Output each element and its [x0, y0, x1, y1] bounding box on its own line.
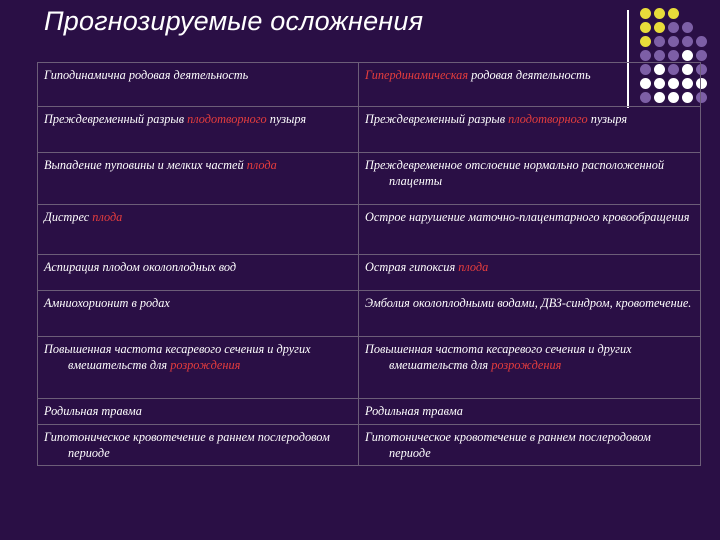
table-cell-left [38, 337, 359, 399]
cell-text-segment: Гипотоническое кровотечение в раннем послеродовом периоде [365, 430, 651, 460]
decorative-dot [654, 50, 665, 61]
table-cell-left [38, 63, 359, 107]
highlighted-term: Гипердинамическая [365, 68, 469, 82]
cell-text [365, 210, 694, 226]
cell-text [365, 68, 694, 84]
cell-text [365, 158, 694, 189]
decorative-dot [682, 50, 693, 61]
decorative-dot [696, 50, 707, 61]
decorative-dot [696, 36, 707, 47]
cell-text [44, 260, 352, 276]
decorative-dot [668, 36, 679, 47]
cell-text-segment: родовая деятельность [468, 68, 591, 82]
cell-text-segment: пузыря [587, 112, 628, 126]
table-cell-right [359, 63, 701, 107]
highlighted-term: розрождения [170, 357, 241, 372]
decorative-dot [668, 22, 679, 33]
cell-text-segment: Аспирация плодом околоплодных вод [44, 260, 237, 274]
cell-text-segment: Гиподинамична родовая деятельность [44, 68, 249, 82]
decorative-dot [668, 50, 679, 61]
cell-text [365, 112, 694, 128]
cell-text [365, 296, 694, 312]
table-cell-right [359, 425, 701, 466]
cell-text-segment: Преждевременный разрыв [44, 112, 188, 126]
table-row [38, 63, 701, 107]
table-row [38, 153, 701, 205]
table-cell-right [359, 337, 701, 399]
cell-text-segment: Преждевременное отслоение нормально расположенной плаценты [365, 158, 665, 188]
table-cell-left [38, 255, 359, 291]
cell-text [365, 260, 694, 276]
complications-table [37, 62, 701, 466]
decorative-dot [640, 22, 651, 33]
table-cell-right [359, 153, 701, 205]
highlighted-term: плода [458, 260, 489, 274]
table-cell-right [359, 291, 701, 337]
cell-text [365, 342, 694, 373]
cell-text [44, 210, 352, 226]
table-cell-right [359, 205, 701, 255]
cell-text [44, 158, 352, 174]
table-cell-right [359, 399, 701, 425]
highlighted-term: розрождения [491, 357, 562, 372]
table-row [38, 291, 701, 337]
decorative-dot [668, 8, 679, 19]
highlighted-term: плода [246, 158, 277, 172]
cell-text-segment: Острая гипоксия [365, 260, 459, 274]
decorative-dot [654, 8, 665, 19]
decorative-dot [640, 36, 651, 47]
cell-text-segment: Выпадение пуповины и мелких частей [44, 158, 247, 172]
slide-title: Прогнозируемые осложнения [44, 6, 424, 36]
cell-text [44, 404, 352, 420]
table-cell-left [38, 399, 359, 425]
cell-text-segment: Родильная травма [44, 404, 142, 418]
cell-text-segment: Гипотоническое кровотечение в раннем послеродовом периоде [44, 430, 330, 460]
cell-text [44, 296, 352, 312]
table-row [38, 425, 701, 466]
table-row [38, 205, 701, 255]
cell-text-segment: Дистрес [44, 210, 93, 224]
cell-text [44, 68, 352, 84]
cell-text-segment: Родильная травма [365, 404, 463, 418]
decorative-dot [640, 8, 651, 19]
cell-text [365, 404, 694, 420]
table-row [38, 399, 701, 425]
highlighted-term: плода [92, 210, 123, 224]
cell-text-segment: Амниохорионит в родах [44, 296, 170, 310]
cell-text-segment: Повышенная частота кесаревого сечения и других вмешательств для [365, 342, 632, 372]
table-cell-left [38, 425, 359, 466]
table-cell-left [38, 291, 359, 337]
table-row [38, 107, 701, 153]
table-cell-right [359, 107, 701, 153]
table-row [38, 255, 701, 291]
cell-text-segment: Повышенная частота кесаревого сечения и других вмешательств для [44, 342, 311, 372]
table-cell-left [38, 107, 359, 153]
table-cell-left [38, 205, 359, 255]
cell-text [44, 342, 352, 373]
decorative-dot [654, 22, 665, 33]
cell-text [44, 430, 352, 461]
table-row [38, 337, 701, 399]
decorative-dot [682, 36, 693, 47]
cell-text-segment: пузыря [266, 112, 307, 126]
decorative-dot [682, 22, 693, 33]
cell-text [365, 430, 694, 461]
cell-text-segment: Эмболия околоплодными водами, ДВЗ-синдром, кровотечение. [365, 296, 692, 310]
decorative-dot [640, 50, 651, 61]
cell-text-segment: Острое нарушение маточно-плацентарного кровообращения [365, 210, 690, 224]
cell-text-segment: Преждевременный разрыв [365, 112, 509, 126]
decorative-dot [654, 36, 665, 47]
highlighted-term: плодотворного [187, 112, 267, 126]
table-cell-left [38, 153, 359, 205]
table-cell-right [359, 255, 701, 291]
highlighted-term: плодотворного [508, 112, 588, 126]
cell-text [44, 112, 352, 128]
